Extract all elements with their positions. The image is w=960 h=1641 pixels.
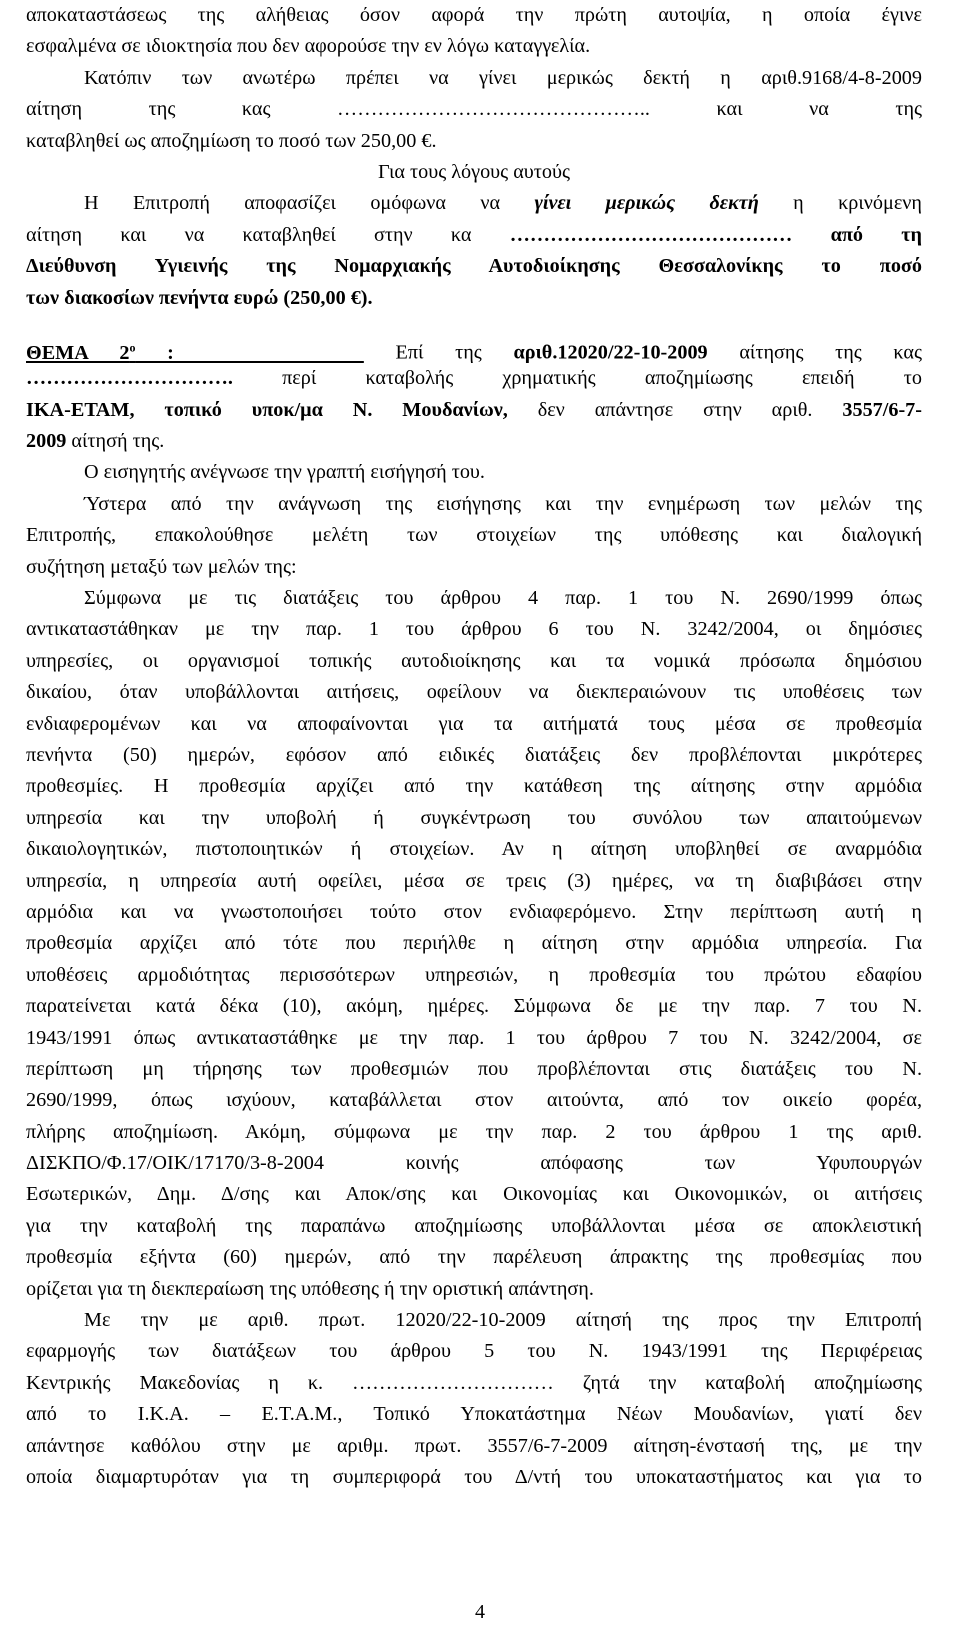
text-line: πλήρης αποζημίωση. Ακόμη, σύμφωνα με την παρ. 2 του άρθρου 1 της αριθ. (26, 1120, 922, 1143)
text-line: περίπτωση μη τήρησης των προθεσμιών που προβλέπονται στις διατάξεις του Ν. (26, 1057, 922, 1080)
text-line: ενδιαφερομένων και να αποφαίνονται για τα αιτήματά τους μέσα σε προθεσμία (26, 712, 922, 735)
text-line: καταβληθεί ως αποζημίωση το ποσό των 250,00 €. (26, 129, 437, 152)
topic-line (26, 395, 922, 426)
page-number: 4 (475, 1601, 485, 1623)
text-line: Σύμφωνα με τις διατάξεις του άρθρου 4 παρ. 1 του Ν. 2690/1999 όπως (84, 587, 922, 610)
topic-superscript: ο (129, 339, 136, 354)
decision-emphasis: γίνει μερικώς δεκτή (534, 192, 759, 215)
text-line: αρμόδια και να γνωστοποιήσει τούτο στον ενδιαφερόμενο. Στην περίπτωση αυτή η (26, 900, 922, 923)
topic-line (26, 332, 922, 363)
decision-text: αίτηση και να καταβληθεί στην κα (26, 223, 510, 246)
decision-line (26, 220, 922, 251)
text-line: αίτηση της κας ……………………………………….. και να της (26, 98, 922, 121)
text-line: δικαίου, όταν υποβάλλονται αιτήσεις, οφείλουν να διεκπεραιώνουν τις υποθέσεις των (26, 681, 922, 704)
decision-text: Η Επιτροπή αποφασίζει ομόφωνα να (84, 192, 535, 215)
topic-org: ΙΚΑ-ΕΤΑΜ, τοπικό υποκ/μα Ν. Μουδανίων, (26, 398, 508, 421)
topic-ref: αριθ.12020/22-10-2009 (513, 341, 708, 364)
text-line: αντικαταστάθηκαν με την παρ. 1 του άρθρου 6 του Ν. 3242/2004, οι δημόσιες (26, 618, 922, 641)
text-line: εφαρμογής των διατάξεων του άρθρου 5 του Ν. 1943/1991 της Περιφέρειας (26, 1340, 922, 1363)
topic-label-text: ΘΕΜΑ 2 (26, 341, 130, 364)
text-line: πενήντα (50) ημερών, εφόσον από ειδικές διατάξεις δεν προβλέπονται μικρότερες (26, 743, 922, 766)
text-line: ορίζεται για τη διεκπεραίωση της υπόθεσης ή την οριστική απάντηση. (26, 1277, 594, 1300)
text-line: παρατείνεται κατά δέκα (10), ακόμη, ημέρες. Σύμφωνα δε με την παρ. 7 του Ν. (26, 995, 922, 1018)
text-line: Επιτροπής, επακολούθησε μελέτη των στοιχείων της υπόθεσης και διαλογική (26, 524, 922, 547)
text-line: δικαιολογητικών, πιστοποιητικών ή στοιχείων. Αν η αίτηση υποβληθεί σε αναρμόδια (26, 838, 922, 861)
text-line: Κατόπιν των ανωτέρω πρέπει να γίνει μερικώς δεκτή η αριθ.9168/4-8-2009 (84, 66, 922, 89)
topic-text: δεν απάντησε στην αριθ. (507, 398, 843, 421)
text-line: Ύστερα από την ανάγνωση της εισήγησης και την ενημέρωση των μελών της (84, 492, 922, 515)
topic-text: περί καταβολής χρηματικής αποζημίωσης επειδή το (232, 367, 922, 390)
topic-line (26, 363, 922, 394)
text-line: συζήτηση μεταξύ των μελών της: (26, 555, 297, 578)
text-line: Με την με αριθ. πρωτ. 12020/22-10-2009 αίτησή της προς την Επιτροπή (84, 1309, 922, 1332)
decision-bold: …………………………………… από τη (509, 223, 922, 246)
section-heading: Για τους λόγους αυτούς (378, 160, 570, 183)
text-line: από το Ι.Κ.Α. – Ε.Τ.Α.Μ., Τοπικό Υποκατάστημα Νέων Μουδανίων, γιατί δεν (26, 1403, 922, 1426)
topic-line (26, 426, 922, 457)
text-line: υποθέσεις αρμοδιότητας περισσότερων υπηρεσιών, η προθεσμία του πρώτου εδαφίου (26, 963, 922, 986)
text-line: προθεσμία αρχίζει από τότε που περιήλθε η αίτηση στην αρμόδια υπηρεσία. Για (26, 932, 922, 955)
text-line: υπηρεσία και την υποβολή ή συγκέντρωση του συνόλου των απαιτούμενων (26, 806, 922, 829)
topic-ref: 3557/6-7- (842, 398, 922, 421)
decision-line: των διακοσίων πενήντα ευρώ (250,00 €). (26, 286, 373, 309)
text-line: υπηρεσία, η υπηρεσία αυτή οφείλει, μέσα σε τρεις (3) ημέρες, να τη διαβιβάσει στην (26, 869, 922, 892)
text-line: 1943/1991 όπως αντικαταστάθηκε με την παρ. 1 του άρθρου 7 του Ν. 3242/2004, σε (26, 1026, 922, 1049)
text-line: ΔΙΣΚΠΟ/Φ.17/ΟΙΚ/17170/3-8-2004 κοινής απόφασης των Υφυπουργών (26, 1152, 922, 1175)
decision-line: Διεύθυνση Υγιεινής της Νομαρχιακής Αυτοδιοίκησης Θεσσαλονίκης το ποσό (26, 255, 922, 278)
topic-colon: : (135, 341, 364, 364)
topic-text: Επί της (395, 341, 514, 364)
text-line: απάντησε καθόλου στην με αριθμ. πρωτ. 3557/6-7-2009 αίτηση-ένστασή της, με την (26, 1434, 922, 1457)
text-line: 2690/1999, όπως ισχύουν, καταβάλλεται στον αιτούντα, από τον οικείο φορέα, (26, 1089, 922, 1112)
topic-ref: 2009 (26, 430, 67, 453)
text-line: αποκαταστάσεως της αλήθειας όσον αφορά την πρώτη αυτοψία, η οποία έγινε (26, 4, 922, 26)
document-page (26, 0, 922, 1493)
text-line: Κεντρικής Μακεδονίας η κ. ………………………… ζητά την καταβολή αποζημίωσης (26, 1371, 922, 1394)
text-line: για την καταβολή της παραπάνω αποζημίωσης υποβάλλονται μέσα σε αποκλειστική (26, 1214, 922, 1237)
topic-label (26, 339, 364, 364)
text-line: Εσωτερικών, Δημ. Δ/σης και Αποκ/σης και Οικονομίας και Οικονομικών, οι αιτήσεις (26, 1183, 922, 1206)
text-line: Ο εισηγητής ανέγνωσε την γραπτή εισήγησή του. (84, 461, 485, 484)
topic-text: αίτησή της. (66, 430, 165, 453)
topic-dots: …………………………. (26, 367, 233, 390)
text-line: εσφαλμένα σε ιδιοκτησία που δεν αφορούσε την εν λόγω καταγγελία. (26, 35, 591, 58)
text-line: οποία διαμαρτυρόταν για τη συμπεριφορά του Δ/ντή του υποκαταστήματος και για το (26, 1465, 922, 1488)
text-line: προθεσμία εξήντα (60) ημερών, από την παρέλευση άπρακτης της προθεσμίας που (26, 1246, 922, 1269)
text-line: υπηρεσίες, οι οργανισμοί τοπικής αυτοδιοίκησης και τα νομικά πρόσωπα δημόσιου (26, 649, 922, 672)
decision-line (26, 188, 922, 219)
topic-text: αίτησης της κας (707, 341, 922, 364)
decision-text: η κρινόμενη (758, 192, 922, 215)
text-line: προθεσμίες. Η προθεσμία αρχίζει από την κατάθεση της αίτησης στην αρμόδια (26, 775, 922, 798)
